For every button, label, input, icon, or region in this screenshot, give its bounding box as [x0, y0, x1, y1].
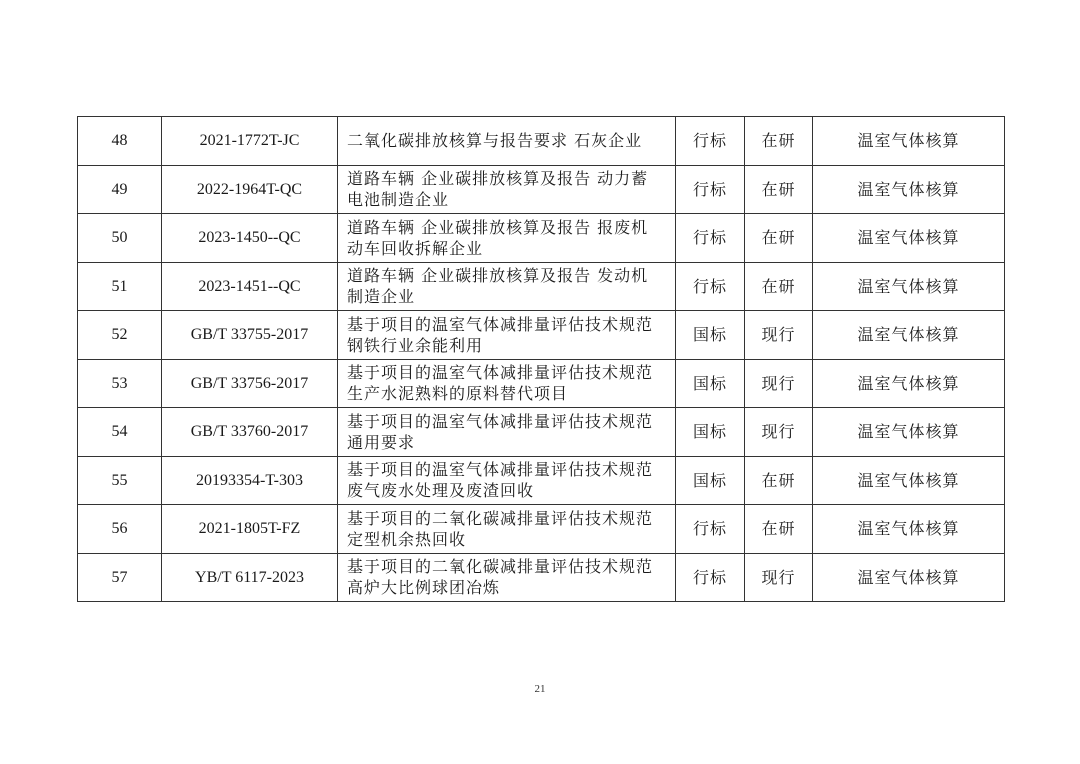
standard-name-line: 制造企业: [347, 287, 416, 307]
standard-name-line: 通用要求: [347, 432, 416, 452]
row-number: 51: [78, 262, 162, 311]
table-row: [78, 505, 1005, 554]
standard-category: 温室气体核算: [813, 553, 1005, 602]
standard-status: 在研: [745, 117, 813, 166]
standard-type: 国标: [676, 311, 745, 360]
standard-category: 温室气体核算: [813, 117, 1005, 166]
standard-status: 现行: [745, 359, 813, 408]
standard-name-line: 基于项目的二氧化碳减排量评估技术规范: [347, 557, 654, 577]
row-number: 50: [78, 214, 162, 263]
standard-type: 行标: [676, 262, 745, 311]
standard-name: [338, 262, 676, 311]
table-row: [78, 117, 1005, 166]
standard-type: 国标: [676, 359, 745, 408]
standard-code: 2021-1805T-FZ: [162, 505, 338, 554]
standard-status: 在研: [745, 505, 813, 554]
standard-status: 在研: [745, 214, 813, 263]
row-number: 52: [78, 311, 162, 360]
standard-name-line: 电池制造企业: [347, 190, 450, 210]
standard-type: 国标: [676, 408, 745, 457]
standard-type: 行标: [676, 214, 745, 263]
standard-status: 在研: [745, 262, 813, 311]
table-row: [78, 311, 1005, 360]
standard-name-line: 基于项目的温室气体减排量评估技术规范: [347, 460, 654, 480]
row-number: 48: [78, 117, 162, 166]
standard-category: 温室气体核算: [813, 408, 1005, 457]
standard-status: 在研: [745, 165, 813, 214]
standard-name-line: 动车回收拆解企业: [347, 238, 484, 258]
standard-code: 20193354-T-303: [162, 456, 338, 505]
standard-name-line: 钢铁行业余能利用: [347, 335, 484, 355]
standard-type: 行标: [676, 505, 745, 554]
table-row: [78, 214, 1005, 263]
standard-name-line: 定型机余热回收: [347, 529, 467, 549]
standard-status: 现行: [745, 311, 813, 360]
standard-name: [338, 214, 676, 263]
row-number: 53: [78, 359, 162, 408]
page-number: 21: [534, 683, 546, 695]
standard-category: 温室气体核算: [813, 311, 1005, 360]
row-number: 55: [78, 456, 162, 505]
standard-name: [338, 553, 676, 602]
standard-name: [338, 456, 676, 505]
standard-type: 国标: [676, 456, 745, 505]
standard-name-line: 道路车辆 企业碳排放核算及报告 动力蓄: [347, 169, 649, 189]
standard-status: 在研: [745, 456, 813, 505]
standard-name-line: 基于项目的二氧化碳减排量评估技术规范: [347, 508, 654, 528]
table-row: [78, 456, 1005, 505]
standard-code: GB/T 33755-2017: [162, 311, 338, 360]
row-number: 56: [78, 505, 162, 554]
table-row: [78, 262, 1005, 311]
standard-name: [338, 165, 676, 214]
row-number: 54: [78, 408, 162, 457]
standard-type: 行标: [676, 165, 745, 214]
row-number: 57: [78, 553, 162, 602]
standard-name-line: 生产水泥熟料的原料替代项目: [347, 384, 569, 404]
standard-code: GB/T 33756-2017: [162, 359, 338, 408]
standard-name: [338, 117, 676, 166]
standards-table-body: [78, 117, 1005, 602]
standard-code: YB/T 6117-2023: [162, 553, 338, 602]
standard-name-line: 基于项目的温室气体减排量评估技术规范: [347, 314, 654, 334]
standard-category: 温室气体核算: [813, 165, 1005, 214]
standard-name-line: 基于项目的温室气体减排量评估技术规范: [347, 411, 654, 431]
standard-code: 2023-1451--QC: [162, 262, 338, 311]
standard-status: 现行: [745, 408, 813, 457]
standard-name-line: 二氧化碳排放核算与报告要求 石灰企业: [347, 131, 643, 151]
standard-name-line: 道路车辆 企业碳排放核算及报告 报废机: [347, 217, 649, 237]
table-row: [78, 359, 1005, 408]
standard-category: 温室气体核算: [813, 359, 1005, 408]
row-number: 49: [78, 165, 162, 214]
standard-name-line: 废气废水处理及废渣回收: [347, 481, 535, 501]
standard-code: GB/T 33760-2017: [162, 408, 338, 457]
standard-type: 行标: [676, 553, 745, 602]
standard-name: [338, 408, 676, 457]
standard-name: [338, 359, 676, 408]
standard-code: 2022-1964T-QC: [162, 165, 338, 214]
table-row: [78, 553, 1005, 602]
standard-type: 行标: [676, 117, 745, 166]
table-row: [78, 408, 1005, 457]
standard-code: 2023-1450--QC: [162, 214, 338, 263]
standard-name-line: 基于项目的温室气体减排量评估技术规范: [347, 363, 654, 383]
standard-category: 温室气体核算: [813, 214, 1005, 263]
standard-code: 2021-1772T-JC: [162, 117, 338, 166]
standard-category: 温室气体核算: [813, 456, 1005, 505]
standard-name-line: 道路车辆 企业碳排放核算及报告 发动机: [347, 266, 649, 286]
standard-category: 温室气体核算: [813, 505, 1005, 554]
standard-name: [338, 311, 676, 360]
standards-table: [77, 116, 1005, 602]
standard-name-line: 高炉大比例球团冶炼: [347, 578, 501, 598]
table-row: [78, 165, 1005, 214]
standard-category: 温室气体核算: [813, 262, 1005, 311]
standard-status: 现行: [745, 553, 813, 602]
standard-name: [338, 505, 676, 554]
